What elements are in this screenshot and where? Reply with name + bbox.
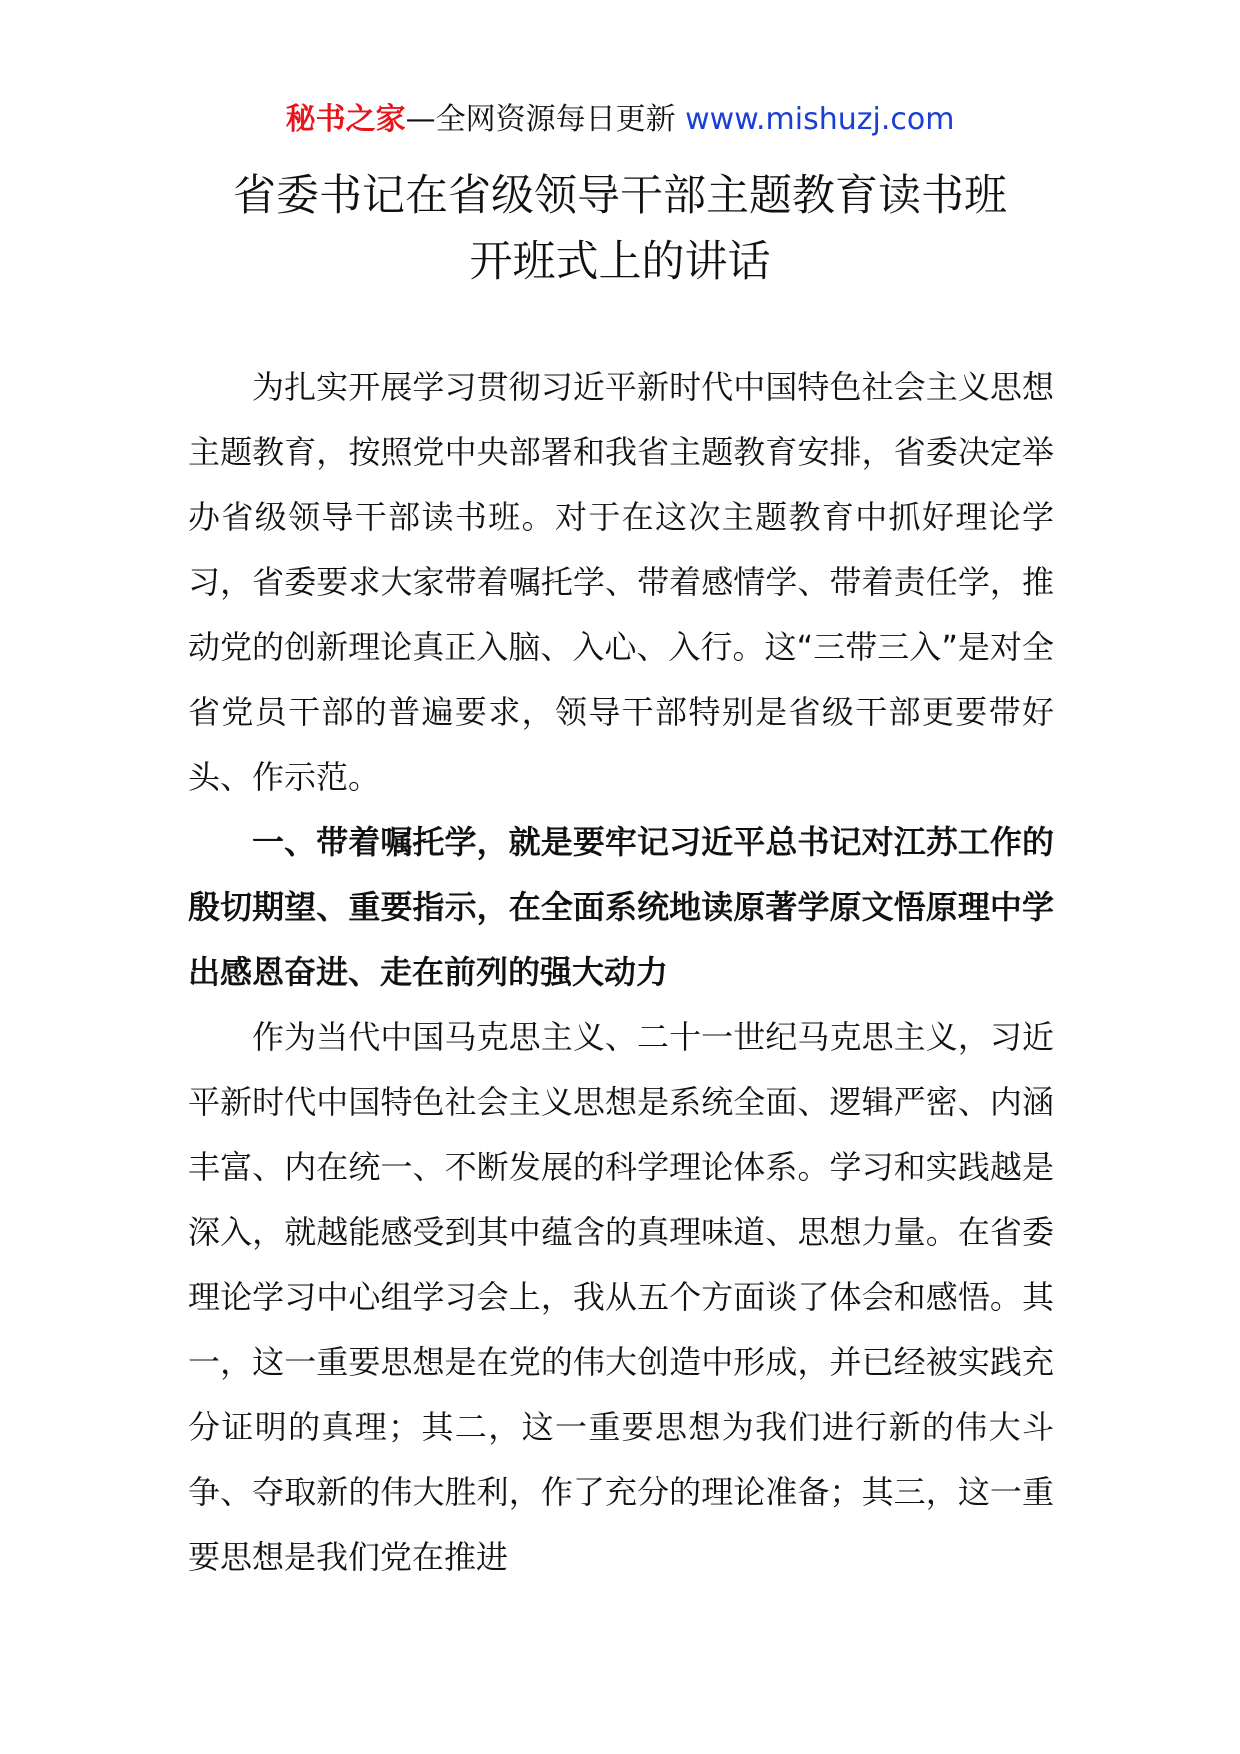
brand-slogan: —全网资源每日更新 [405,102,676,137]
document-title [0,163,1240,295]
site-url[interactable]: www.mishuzj.com [685,102,955,137]
brand-name: 秘书之家 [285,102,406,137]
section-heading-1: 一、带着嘱托学，就是要牢记习近平总书记对江苏工作的殷切期望、重要指示，在全面系统地读原著学原文悟原理中学出感恩奋进、走在前列的强大动力 [188,823,1054,991]
site-banner [0,100,1240,140]
paragraph-intro: 为扎实开展学习贯彻习近平新时代中国特色社会主义思想主题教育，按照党中央部署和我省主题教育安排，省委决定举办省级领导干部读书班。对于在这次主题教育中抓好理论学习，省委要求大家带着嘱托学、带着感情学、带着责任学，推动党的创新理论真正入脑、入心、入行。这“三带三入”是对全省党员干部的普遍要求，领导干部特别是省级干部更要带好头、作示范。 [188,368,1054,796]
title-line-1: 省委书记在省级领导干部主题教育读书班 [233,171,1007,221]
document-body [188,355,1054,1590]
paragraph-body: 作为当代中国马克思主义、二十一世纪马克思主义，习近平新时代中国特色社会主义思想是系统全面、逻辑严密、内涵丰富、内在统一、不断发展的科学理论体系。学习和实践越是深入，就越能感受到其中蕴含的真理味道、思想力量。在省委理论学习中心组学习会上，我从五个方面谈了体会和感悟。其一，这一重要思想是在党的伟大创造中形成，并已经被实践充分证明的真理；其二，这一重要思想为我们进行新的伟大斗争、夺取新的伟大胜利，作了充分的理论准备；其三，这一重要思想是我们党在推进 [188,1018,1054,1576]
title-line-2: 开班式上的讲话 [469,237,771,287]
